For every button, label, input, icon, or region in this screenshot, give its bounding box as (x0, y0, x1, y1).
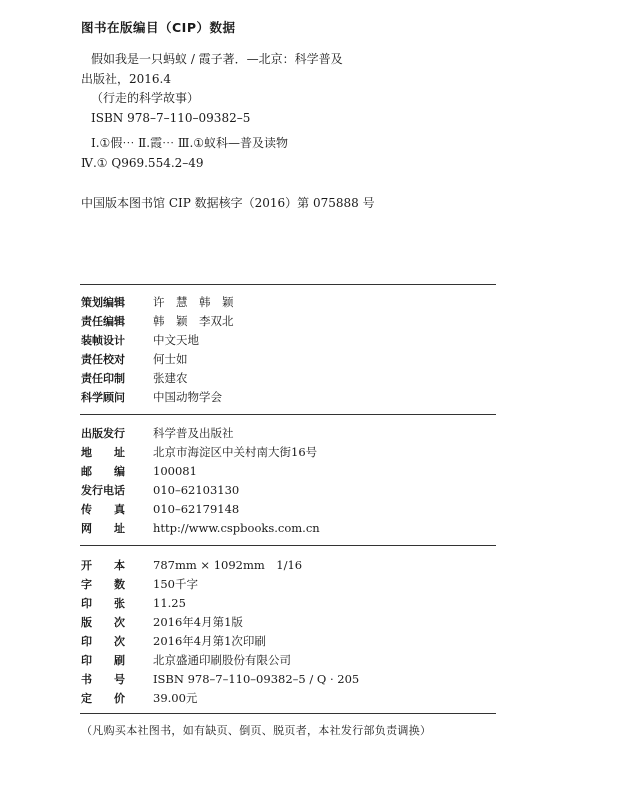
cip-line-series: （行走的科学故事） (91, 91, 200, 105)
row-value: 张建农 (153, 371, 188, 385)
publisher-row (81, 481, 501, 500)
publisher-row (81, 443, 501, 462)
row-value: 中文天地 (153, 333, 199, 347)
row-value: http://www.cspbooks.com.cn (153, 521, 320, 535)
cip-heading: 图书在版编目（CIP）数据 (81, 20, 236, 35)
row-value: 2016年4月第1次印刷 (153, 634, 266, 648)
staff-row (81, 388, 501, 407)
divider (80, 284, 496, 285)
staff-row (81, 293, 501, 312)
divider (80, 414, 496, 415)
row-value: 何士如 (153, 352, 188, 366)
row-value: 北京盛通印刷股份有限公司 (153, 653, 291, 667)
row-value: 11.25 (153, 596, 186, 610)
row-label: 邮 编 (81, 465, 125, 478)
row-label: 版 次 (81, 616, 125, 629)
row-value: 39.00元 (153, 691, 198, 705)
row-value: 010–62103130 (153, 483, 240, 497)
staff-row (81, 350, 501, 369)
publisher-row (81, 462, 501, 481)
spec-row (81, 613, 501, 632)
row-value: ISBN 978–7–110–09382–5 / Q · 205 (153, 672, 360, 686)
row-value: 100081 (153, 464, 197, 478)
cip-line-subjects: Ⅰ.①假⋯ Ⅱ.霞⋯ Ⅲ.①蚁科—普及读物 (91, 136, 289, 150)
spec-row (81, 594, 501, 613)
cip-line-title: 假如我是一只蚂蚁 / 霞子著．—北京：科学普及 (91, 52, 343, 66)
row-label: 装帧设计 (81, 334, 125, 347)
spec-row (81, 575, 501, 594)
publisher-row (81, 519, 501, 538)
cip-number: 中国版本图书馆 CIP 数据核字（2016）第 075888 号 (81, 196, 375, 210)
row-value: 中国动物学会 (153, 390, 222, 404)
cip-line-isbn: ISBN 978–7–110–09382–5 (91, 110, 251, 125)
spec-row (81, 556, 501, 575)
staff-row (81, 369, 501, 388)
row-value: 许 慧 韩 颖 (153, 295, 234, 309)
row-value: 科学普及出版社 (153, 426, 234, 440)
divider (80, 713, 496, 714)
staff-section (81, 293, 501, 407)
row-value: 010–62179148 (153, 502, 240, 516)
row-label: 印 张 (81, 597, 125, 610)
publisher-section (81, 424, 501, 538)
cip-line-classification: Ⅳ.① Q969.554.2–49 (81, 155, 204, 170)
publisher-row (81, 500, 501, 519)
row-label: 责任校对 (81, 353, 125, 366)
row-label: 定 价 (81, 692, 125, 705)
spec-row (81, 651, 501, 670)
publisher-row (81, 424, 501, 443)
row-value: 北京市海淀区中关村南大街16号 (153, 445, 318, 459)
staff-row (81, 331, 501, 350)
row-value: 150千字 (153, 577, 198, 591)
staff-row (81, 312, 501, 331)
row-label: 网 址 (81, 522, 125, 535)
row-label: 传 真 (81, 503, 125, 516)
specs-section (81, 556, 501, 708)
row-label: 出版发行 (81, 427, 125, 440)
row-label: 字 数 (81, 578, 125, 591)
row-label: 策划编辑 (81, 296, 125, 309)
spec-row (81, 632, 501, 651)
cip-record (81, 50, 501, 214)
divider (80, 545, 496, 546)
row-value: 787mm × 1092mm 1/16 (153, 558, 303, 572)
row-label: 责任印制 (81, 372, 125, 385)
spec-row (81, 670, 501, 689)
row-label: 责任编辑 (81, 315, 125, 328)
row-label: 开 本 (81, 559, 125, 572)
row-value: 韩 颖 李双北 (153, 314, 234, 328)
row-label: 印 次 (81, 635, 125, 648)
row-label: 地 址 (81, 446, 125, 459)
row-label: 发行电话 (81, 484, 125, 497)
spec-row (81, 689, 501, 708)
row-label: 印 刷 (81, 654, 125, 667)
cip-line-publisher: 出版社，2016.4 (81, 71, 171, 86)
row-value: 2016年4月第1版 (153, 615, 243, 629)
row-label: 科学顾问 (81, 391, 125, 404)
replacement-notice: （凡购买本社图书，如有缺页、倒页、脱页者，本社发行部负责调换） (81, 724, 432, 737)
row-label: 书 号 (81, 673, 125, 686)
